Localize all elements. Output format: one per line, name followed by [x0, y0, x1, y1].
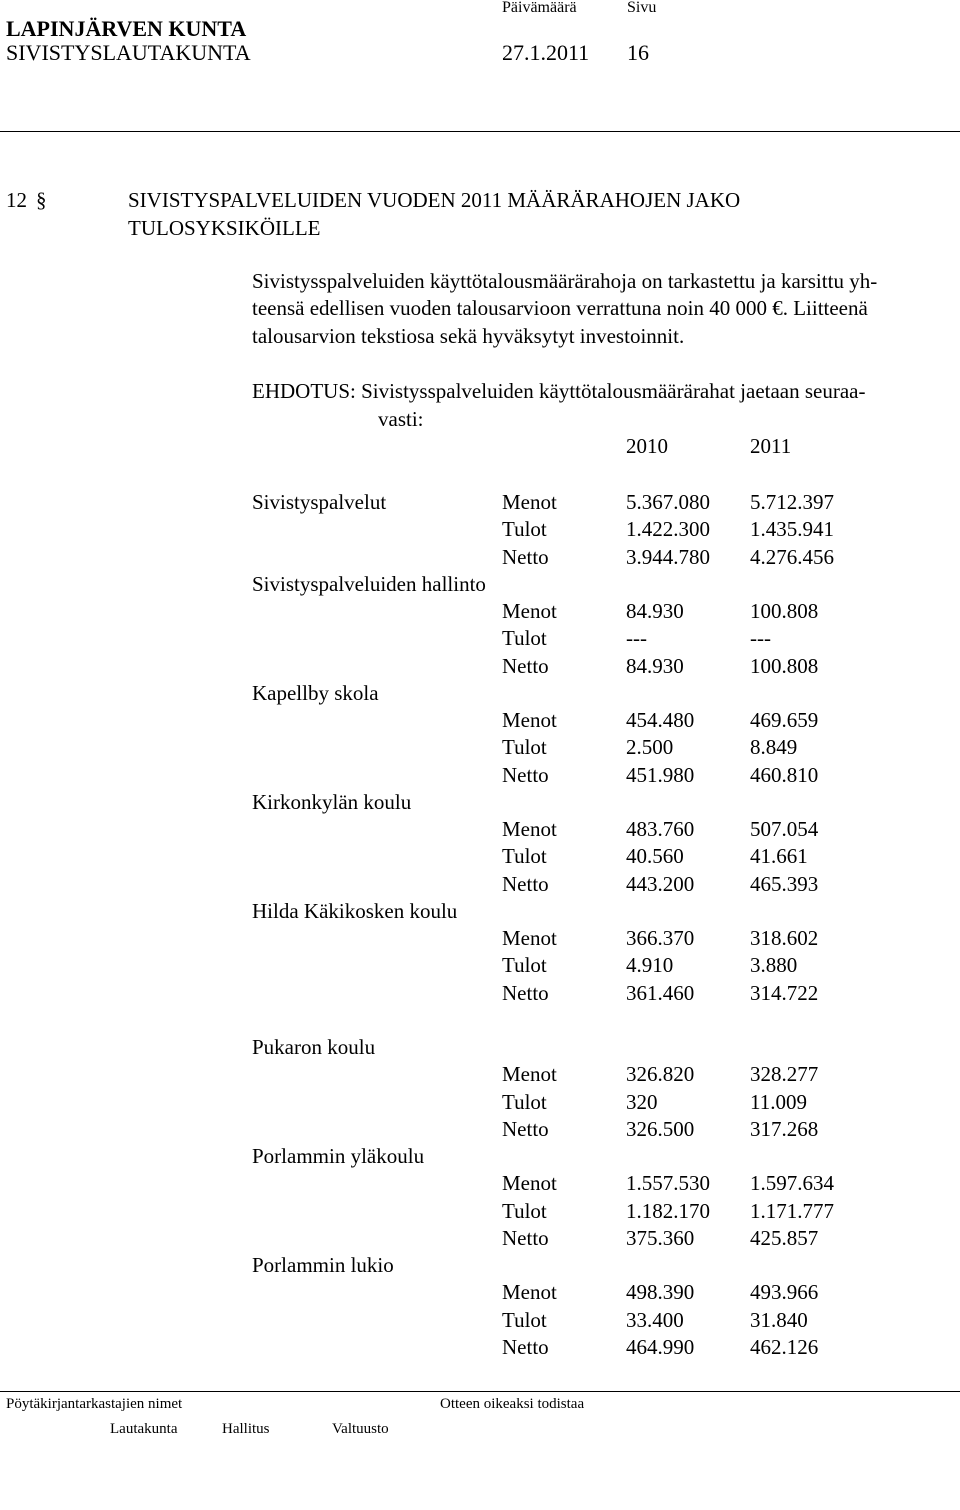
row-type: Netto	[502, 653, 549, 678]
row-type: Netto	[502, 871, 549, 896]
value-2011: 31.840	[750, 1307, 808, 1332]
value-2010: 2.500	[626, 735, 674, 760]
table-row	[0, 1116, 960, 1141]
value-2011: 11.009	[750, 1089, 807, 1114]
value-2010: 464.990	[626, 1334, 695, 1359]
unit-name: Kapellby skola	[252, 680, 379, 705]
table-row	[0, 980, 960, 1005]
table-row	[0, 762, 960, 787]
value-2010: 1.422.300	[626, 517, 710, 542]
value-2011: 328.277	[750, 1062, 819, 1087]
value-2010: 443.200	[626, 871, 695, 896]
row-type: Netto	[502, 980, 549, 1005]
row-type: Tulot	[502, 626, 547, 651]
table-row	[0, 1334, 960, 1359]
table-row	[0, 601, 960, 623]
row-type: Menot	[502, 1062, 557, 1087]
value-2011: 8.849	[750, 735, 798, 760]
value-2010: 326.820	[626, 1062, 695, 1087]
proposal-line-2: vasti:	[378, 407, 424, 431]
value-2010: 375.360	[626, 1225, 695, 1250]
table-row	[0, 819, 960, 841]
value-2011: 425.857	[750, 1225, 819, 1250]
unit-heading-row	[0, 680, 960, 705]
table-row	[0, 737, 960, 759]
row-type: Menot	[502, 817, 557, 841]
value-2010: 1.182.170	[626, 1198, 710, 1223]
paragraph-line-1: Sivistysspalveluiden käyttötalousmäärärahoja on tarkastettu ja karsittu yh-	[252, 269, 878, 293]
value-2011: ---	[750, 626, 771, 651]
value-2010: 320	[626, 1089, 658, 1114]
value-2011: 41.661	[750, 844, 808, 869]
row-type: Tulot	[502, 735, 547, 760]
row-type: Netto	[502, 762, 549, 787]
page-number: 16	[627, 40, 649, 65]
row-type: Menot	[502, 926, 557, 950]
table-row	[0, 710, 960, 732]
row-type: Netto	[502, 1334, 549, 1359]
signature-lautakunta: Lautakunta	[110, 1421, 178, 1437]
value-2010: 3.944.780	[626, 544, 710, 569]
unit-heading-row	[0, 1146, 960, 1168]
row-type: Menot	[502, 599, 557, 623]
row-type: Menot	[502, 1171, 557, 1196]
row-type: Menot	[502, 1280, 557, 1305]
value-2010: 451.980	[626, 762, 695, 787]
value-2011: 493.966	[750, 1280, 819, 1305]
unit-heading-row	[0, 898, 960, 923]
value-2011: 462.126	[750, 1334, 819, 1359]
table-row	[0, 1064, 960, 1086]
row-type: Tulot	[502, 1198, 547, 1223]
value-2011: 507.054	[750, 817, 819, 841]
row-type: Tulot	[502, 844, 547, 869]
value-2010: 498.390	[626, 1280, 695, 1305]
unit-name: Hilda Käkikosken koulu	[252, 898, 458, 923]
header-rule	[0, 131, 960, 132]
value-2010: 84.930	[626, 653, 684, 678]
footer-rule	[0, 1391, 960, 1392]
row-type: Tulot	[502, 953, 547, 978]
row-type: Netto	[502, 1116, 549, 1141]
table-row	[0, 544, 960, 569]
value-2011: 100.808	[750, 653, 819, 678]
row-type: Menot	[502, 708, 557, 732]
unit-name: Kirkonkylän koulu	[252, 789, 412, 814]
unit-name: Porlammin yläkoulu	[252, 1144, 425, 1168]
value-2010: 366.370	[626, 926, 695, 950]
row-type: Netto	[502, 1225, 549, 1250]
value-2011: 469.659	[750, 708, 819, 732]
table-row	[0, 1089, 960, 1114]
year-header-2011: 2011	[750, 434, 792, 458]
signature-hallitus: Hallitus	[222, 1421, 270, 1437]
unit-heading-row	[0, 1255, 960, 1277]
paragraph-line-2: teensä edellisen vuoden talousarvioon verrattuna noin 40 000 €. Liitteenä	[252, 296, 868, 320]
value-2011: 314.722	[750, 980, 819, 1005]
municipality-name: LAPINJÄRVEN KUNTA	[6, 16, 247, 41]
value-2011: 5.712.397	[750, 490, 834, 514]
value-2010: 1.557.530	[626, 1171, 710, 1196]
row-type: Tulot	[502, 1307, 547, 1332]
value-2010: 326.500	[626, 1116, 695, 1141]
value-2010: ---	[626, 626, 647, 651]
value-2011: 460.810	[750, 762, 819, 787]
section-symbol: §	[36, 188, 47, 212]
row-type: Tulot	[502, 517, 547, 542]
certify-label: Otteen oikeaksi todistaa	[440, 1396, 585, 1412]
signature-valtuusto: Valtuusto	[332, 1421, 389, 1437]
value-2010: 84.930	[626, 599, 684, 623]
value-2010: 454.480	[626, 708, 695, 732]
row-type: Menot	[502, 490, 557, 514]
table-row	[0, 1225, 960, 1250]
table-row	[0, 1282, 960, 1304]
board-name: SIVISTYSLAUTAKUNTA	[6, 40, 251, 65]
unit-name: Sivistyspalveluiden hallinto	[252, 571, 486, 596]
value-2011: 1.435.941	[750, 517, 834, 542]
value-2010: 361.460	[626, 980, 695, 1005]
value-2010: 5.367.080	[626, 490, 710, 514]
section-number: 12	[6, 188, 27, 212]
value-2011: 1.597.634	[750, 1171, 834, 1196]
row-type: Tulot	[502, 1089, 547, 1114]
section-title-line-1: SIVISTYSPALVELUIDEN VUODEN 2011 MÄÄRÄRAHOJEN JAKO	[128, 188, 741, 212]
value-2010: 40.560	[626, 844, 684, 869]
table-row	[0, 492, 960, 514]
unit-heading-row	[0, 789, 960, 814]
checkers-label: Pöytäkirjantarkastajien nimet	[6, 1396, 183, 1412]
table-row	[0, 1307, 960, 1332]
value-2011: 317.268	[750, 1116, 819, 1141]
meeting-date: 27.1.2011	[502, 40, 590, 65]
table-row	[0, 1198, 960, 1223]
value-2011: 465.393	[750, 871, 819, 896]
paragraph-line-3: talousarvion tekstiosa sekä hyväksytyt investoinnit.	[252, 324, 685, 348]
value-2011: 1.171.777	[750, 1198, 834, 1223]
value-2011: 3.880	[750, 953, 798, 978]
value-2011: 100.808	[750, 599, 819, 623]
table-row	[0, 628, 960, 650]
table-row	[0, 955, 960, 977]
value-2010: 33.400	[626, 1307, 684, 1332]
unit-name: Porlammin lukio	[252, 1253, 394, 1277]
value-2010: 483.760	[626, 817, 695, 841]
date-label: Päivämäärä	[502, 0, 577, 16]
section-title-line-2: TULOSYKSIKÖILLE	[128, 216, 321, 240]
value-2011: 318.602	[750, 926, 819, 950]
table-row	[0, 1173, 960, 1195]
unit-heading-row	[0, 1037, 960, 1059]
year-header-2010: 2010	[626, 434, 668, 458]
unit-name: Pukaron koulu	[252, 1035, 376, 1059]
value-2011: 4.276.456	[750, 544, 834, 569]
table-row	[0, 928, 960, 950]
table-row	[0, 519, 960, 541]
unit-heading-row	[0, 571, 960, 596]
page-label: Sivu	[627, 0, 657, 16]
value-2010: 4.910	[626, 953, 674, 978]
table-row	[0, 846, 960, 868]
proposal-line-1: EHDOTUS: Sivistysspalveluiden käyttötalousmäärärahat jaetaan seuraa-	[252, 379, 866, 403]
table-row	[0, 871, 960, 896]
unit-name: Sivistyspalvelut	[252, 490, 387, 514]
row-type: Netto	[502, 544, 549, 569]
table-row	[0, 653, 960, 678]
